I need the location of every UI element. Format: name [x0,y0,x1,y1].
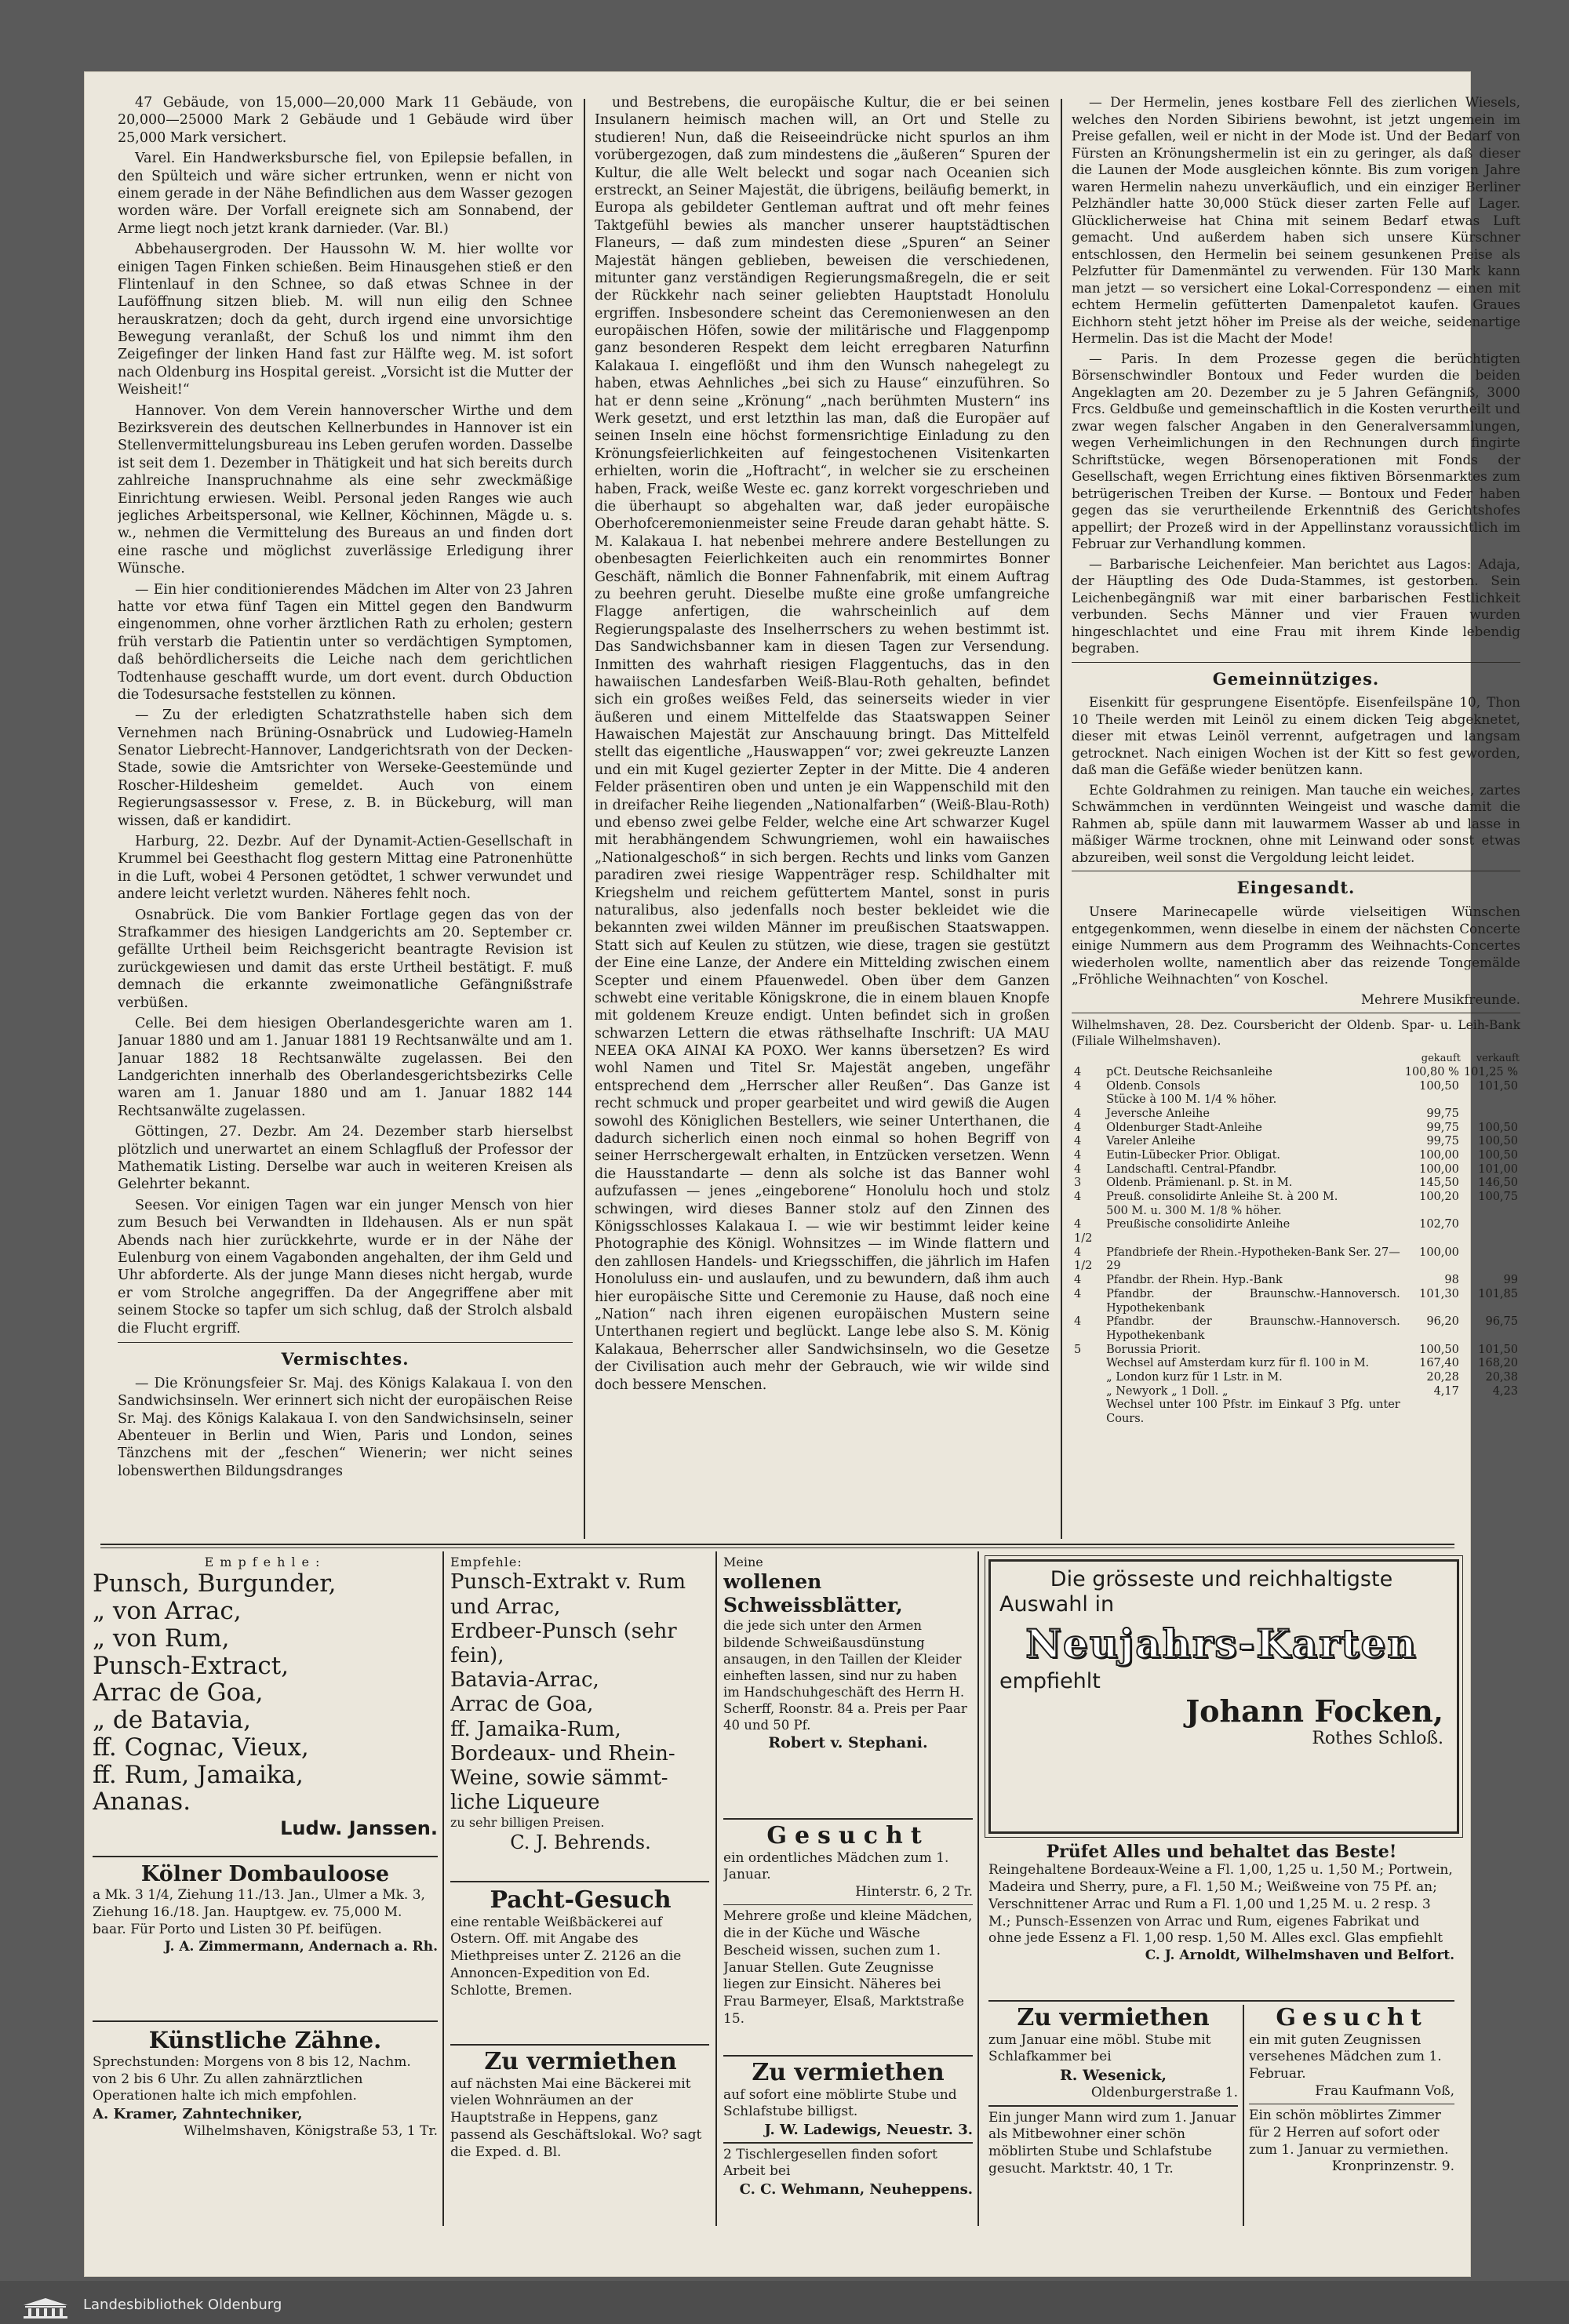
security-name: „ London kurz für 1 Lstr. in M. [1106,1370,1283,1384]
table-row [1072,1357,1520,1371]
bought-price [1403,1093,1462,1107]
security-name: Landschaftl. Central-Pfandbr. [1106,1162,1277,1176]
ad-line: Auswahl in [999,1592,1115,1617]
rate-percent: 4 [1074,1274,1082,1287]
bought-price: 4,17 [1433,1384,1459,1398]
ad-text: zum Januar eine möbl. Stube mit Schlafkammer bei [988,2031,1211,2065]
ad-divider [93,2020,438,2022]
article-paragraph: und Bestrebens, die europäische Kultur, die er bei seinen Insulanern heimisch machen will, an Ort und Stelle zu studieren! Nun, daß die Reiseeindrücke nicht spurlos an ihm vorübergezogen, daß zum mindestens die „äußeren“ Spuren der Kultur, die alle Welt beleckt und sogar nach Oceanien sich erstreckt, an Seiner Majestät, die übrigens, beiläufig bemerkt, in Europa als gebildeter Gentleman auftrat und oft mehr feines Taktgefühl bewies als mancher unserer hauptstädtischen Flaneurs, — daß zum mindesten diese „Spuren“ an Seiner Majestät hängen geblieben, beweisen die verschiedenen, mitunter ganz verständigen Regierungsmaßregeln, die er seit der Rückkehr nach seiner geliebten Hauptstadt Honolulu ergriffen. Insbesondere scheint das Ceremonienwesen an den europäischen Höfen, sowie der militärische und Flaggenpomp ganz besonderen Respekt dem leicht erregbaren Naturfinn Kalakaua I. eingeflößt und ihm den Wunsch nahegelegt zu haben, etwas Aehnliches „bei sich zu Hause“ einzuführen. So hat er denn seine „Krönung“ „nach berühmten Mustern“ ins Werk gesetzt, und erst letzthin las man, daß die Europäer auf seinen Inseln eine höchst formensrichtige Einladung zu den Krönungsfeierlichkeiten auf feingestochenen Visitenkarten erhielten, worin die „Hoftracht“, in welcher sie zu erscheinen haben, Frack, weiße Weste ec. ganz korrekt vorgeschrieben und die überhaupt so abgehalten war, daß jeder europäische Oberhofceremonienmeister seine Freude daran gehabt hätte. S. M. Kalakaua I. hat nebenbei mehrere andere Bestellungen zu obenbesagten Feierlichkeiten auch ein renommirtes Bonner Geschäft, nämlich die Bonner Fahnenfabrik, mit einem Auftrag zu beehren geruht. Dieselbe mußte eine große umfangreiche Flagge anfertigen, die wahrscheinlich auf dem Regierungspalaste des Inselherrschers zu wehen bestimmt ist. Das Sandwichsbanner kam in diesen Tagen zur Versendung. Inmitten des wahrhaft riesigen Flaggentuchs, das in den hawaiischen Landesfarben Weiß-Blau-Roth gehalten, befindet sich ein großes weißes Feld, das seinerseits wieder in vier äußeren und einem Mittelfelde das Staatswappen Seiner Hawaischen Majestät zur Anschauung bringt. Das Mittelfeld stellt das eigentliche „Hauswappen“ vor; zwei gekreuzte Lanzen und ein mit Kugel gezierter Zepter in der Mitte. Die 4 anderen Felder präsentiren oben und unten je ein Wappenschild mit den in dreifacher Reihe liegenden „Nationalfarben“ (Weiß-Blau-Roth) und ebenso zwei gelbe Felder, welche eine Art schwarzer Kugel mit herabhängendem Schwungriemen, wohl ein hawaiisches „Nationalgeschoß“ in sich bergen. Rechts und links vom Ganzen paradiren zwei riesige Wappenträger resp. Schildhalter mit Kriegshelm und reichem gefüttertem Mantel, sonst in puris naturalibus, also jedenfalls noch bester bekleidet wie die bekannten zwei wilden Männer im preußischen Staatswappen. Statt sich auf Keulen zu stützen, wie diese, tragen sie gestützt der Eine eine Lanze, der Andere ein Mittelding zwischen einem Scepter und einem Pfauenwedel. Oben über dem Ganzen schwebt eine veritable Königskrone, die in einem blauen Knopfe mit goldenem Kreuze endigt. Unten befindet sich in großen schwarzen Lettern die etwas räthselhafte Inschrift: UA MAU NEEA OKA AINAI KA POXO. Wer kanns übersetzen? Es wird wohl Namen und Titel Sr. Majestät angeben, ungefähr entsprechend dem „Herrscher aller Reußen“. Das Ganze ist recht schmuck und proper gearbeitet und wird gewiß die Augen sowohl des Königlichen Bestellers, wie seiner Unterthanen, die dadurch sicherlich einen noch einmal so hohen Begriff von seiner Herrschergewalt erhalten, in Entzücken versetzen. Wenn die Hausstandarte — denn als solche ist das Banner wohl aufzufassen — jenes „eingeborene“ Honolulu hoch und stolz schwingen, wird dieses Banner stolz auf den Zinnen des Königsschlosses Kalakaua I. — wie wir bestimmt leider keine Photographie des Königl. Wohnsitzes — im Winde flattern und den zahllosen Handels- und Kriegsschiffen, die jährlich im Hafen Honoluluss ein- und auslaufen, und zu bewundern, daß ihm auch hier europäische Sitte und Ceremonie zu Hause, daß noch eine „Nation“ nach ihren eigenen europäischen Mustern seine Unterthanen regiert und beglückt. Lange lebe also S. M. König Kalakaua, Beherrscher aller Sandwichsinseln, wo die Gesetze der Civilisation auch mehr der Gebrauch, wie wir wilde sind doch bessere Menschen. [595,95,1050,1393]
ad-signature: A. Kramer, Zahntechniker, [93,2106,303,2123]
ad-title: Prüfet Alles und behaltet das Beste! [1046,1842,1397,1862]
column-rule [584,99,585,1539]
recipe-paragraph: Echte Goldrahmen zu reinigen. Man tauche ein weiches, zartes Schwämmchen in verdünnten Weingeist und wasche damit die Rahmen ab, spüle dann mit lauwarmem Wasser ab und lasse in mäßiger Wärme trocknen, ohne mit Leinwand oder sonst etwas abzureiben, weil sonst die Vergoldung leicht leidet. [1072,781,1520,865]
rate-percent: 4 [1074,1148,1082,1162]
ad-product-line: ff. Cognac, Vieux, [93,1733,309,1762]
ad-address: Rothes Schloß. [1312,1728,1443,1748]
ads-column-rule [977,1551,979,2226]
table-row [1072,1107,1520,1122]
rate-percent: 4 1/2 [1074,1218,1093,1246]
ad-address: Wilhelmshaven, Königstraße 53, 1 Tr. [184,2123,438,2140]
sold-price: 101,00 [1478,1162,1518,1176]
article-paragraph: Abbehausergroden. Der Haussohn W. M. hier wollte vor einigen Tagen Finken schießen. Beim Hinausgehen stieß er den Flintenlauf in den Schnee, so daß etwas Schnee in der Lauföffnung sitzen blieb. M. will nun eilig den Schnee herauskratzen; doch da geht, durch irgend eine unvorsichtige Bewegung veranlaßt, der Schuß los und nimmt ihm den Zeigefinger der linken Hand fast zur Hälfte weg. M. ist sofort nach Oldenburg ins Hospital gereist. „Vorsicht ist die Mutter der Weisheit!“ [118,242,573,398]
ad-product-line: Bordeaux- und Rhein- [450,1741,675,1766]
table-row [1072,1385,1520,1399]
bought-price: 100,50 [1419,1343,1459,1356]
table-row [1072,1371,1520,1385]
ad-product-list [93,1570,438,1815]
newspaper-page [85,72,1520,2276]
article-paragraph: Osnabrück. Die vom Bankier Fortlage gegen das von der Strafkammer des hiesigen Landgerichts am 20. September cr. gefällte Urtheil beim Reichsgericht beantragte Revision ist zurückgewiesen und damit das erste Urtheil bestätigt. F. muß demnach die erkannte zweimonatliche Gefängnißstrafe verbüßen. [118,907,573,1011]
ad-title: Gesucht [766,1823,930,1849]
bought-price [1403,1205,1462,1219]
ad-dombauloose [93,1862,438,2019]
ad-product-line: ff. Jamaika-Rum, [450,1717,621,1741]
article-paragraph: — Zu der erledigten Schatzrathstelle haben sich dem Vernehmen nach Brüning-Osnabrück und Ludowieg-Hameln Senator Liebrecht-Hannover, Landgerichtsrath von der Decken-Stade, sowie die Amtsrichter von Werseke-Geestemünde und Roscher-Hildesheim gemeldet. Auch von einem Regierungsassessor v. Frese, z. B. in Bückeburg, will man wissen, daß er kandidirt. [118,707,573,829]
bought-price: 99,75 [1426,1121,1459,1134]
ads-top-rule [100,1544,1454,1545]
ads-column-rule [715,1551,717,2226]
ad-divider [988,2000,1454,2002]
rate-percent: 4 [1074,1107,1082,1120]
bought-price: 100,80 % [1404,1065,1459,1078]
rate-percent: 4 [1074,1287,1082,1300]
bought-price: 101,30 [1419,1287,1459,1300]
exchange-rates-heading: Wilhelmshaven, 28. Dez. Coursbericht der Oldenb. Spar- u. Leih-Bank (Filiale Wilhelmshaven). [1072,1018,1520,1048]
table-row [1072,1066,1520,1080]
ad-product-line: Ananas. [93,1788,191,1817]
security-name: Wechsel auf Amsterdam kurz für fl. 100 in M. [1106,1357,1370,1370]
ad-note: zu sehr billigen Preisen. [450,1815,605,1831]
sold-price: 101,50 [1478,1079,1518,1093]
table-row [1072,1093,1520,1107]
ad-divider [450,2044,709,2046]
ad-divider [723,2142,973,2144]
bought-price: 100,20 [1419,1191,1459,1204]
ad-title: Neujahrs-Karten [1025,1620,1418,1667]
security-name: „ Newyork „ 1 Doll. „ [1106,1384,1229,1398]
ad-arnoldt-weine [988,1842,1454,1998]
recipe-paragraph: Eisenkitt für gesprungene Eisentöpfe. Eisenfeilspäne 10, Thon 10 Theile werden mit Leinöl zu einem dicken Teig abgeknetet, dieser mit etwas Leinöl verrennt, aufgetragen und langsam getrocknet. Nach einigen Wochen ist der Kitt so fest geworden, daß man die Gefäße wieder benützen kann. [1072,694,1520,778]
article-paragraph: Göttingen, 27. Dezbr. Am 24. Dezember starb hierselbst plötzlich und unerwartet an einem Schlagfluß der Professor der Mathematik Listing. Derselbe war auch in weiteren Kreisen als Gelehrter bekannt. [118,1124,573,1193]
article-paragraph: Seesen. Vor einigen Tagen war ein junger Mensch von hier zum Besuch bei Verwandten in Ildehausen. Als er nun spät Abends nach hier zurückkehrte, wurde er in der Nähe der Eulenburg von einem Vagabonden angehalten, der ihm Geld und Uhr abforderte. Als der junge Mann dieses nicht hergab, wurde er vom Strolche angegriffen. Da der Angegriffene aber mit seinem Stocke so tapfer um sich schlug, daß der Strolch alsbald die Flucht ergriff. [118,1197,573,1337]
gemeinnuetziges-articles [1072,694,1520,866]
ad-text: die jede sich unter den Armen bildende Schweißausdünstung ansaugen, in den Taillen der Kleider einheften lassen, sind nur zu haben im Handschuhgeschäft des Herrn H. Scherff, Roonstr. 84 a. Preis per Paar 40 und 50 Pf. [723,1618,967,1733]
column-2 [595,94,1050,1537]
ad-product-line: ff. Rum, Jamaika, [93,1760,304,1789]
bought-price: 99,75 [1426,1135,1459,1148]
ad-text: eine rentable Weißbäckerei auf Ostern. Off. mit Angabe des Miethpreises unter Z. 2126 an die Annoncen-Expedition von Ed. Schlotte, Bremen. [450,1914,682,1998]
ad-text: auf sofort eine möblirte Stube und Schlafstube billigst. [723,2086,957,2120]
ad-product-line: Weine, sowie sämmt- [450,1766,668,1790]
ad-product-list [450,1570,711,1815]
section-divider [118,1342,573,1343]
rate-percent: 4 [1074,1135,1082,1148]
ad-zu-vermiethen-baeckerei [450,2049,711,2221]
ad-product-line: und Arrac, [450,1595,561,1619]
sold-price: 168,20 [1478,1357,1518,1370]
sold-price [1462,1218,1520,1246]
ad-schweissblaetter [723,1555,973,1806]
security-name: Pfandbr. der Braunschw.-Hannoversch. Hypothekenbank [1106,1315,1400,1342]
ad-title: Künstliche Zähne. [148,2027,382,2053]
article-paragraph: Hannover. Von dem Verein hannoverscher Wirthe und dem Bezirksverein des deutschen Kellnerbundes in Hannover ist ein Stellenvermittelungsbureau ins Leben gerufen worden. Dasselbe ist seit dem 1. Dezember in Thätigkeit und hat sich bereits durch zahlreiche Inanspruchnahme als eine sehr zweckmäßige Einrichtung erwiesen. Weibl. Personal jeden Ranges wie auch jegliches Arbeitspersonal, wie Kellner, Köchinnen, Mägde u. s. w., nehmen die Vermittelung des Bureaus an und finden dort eine rasche und möglichst zuverlässige Erledigung ihrer Wünsche. [118,402,573,577]
ads-column-rule [442,1551,444,2226]
ad-kramer-zaehne [93,2027,438,2207]
sold-price: 4,23 [1492,1384,1518,1398]
ad-title: Gesucht [1276,2005,1428,2031]
ad-text: a Mk. 3 1/4, Ziehung 11./13. Jan., Ulmer a Mk. 3, Ziehung 16./18. Jan. Hauptgew. ev. 75,000 M. baar. Für Porto und Listen 30 Pf. beifügen. [93,1887,425,1937]
ad-signature: R. Wesenick, [1059,2067,1167,2084]
rate-percent [1072,1357,1104,1371]
bought-price: 100,00 [1419,1246,1459,1259]
bought-price: 100,50 [1419,1079,1459,1093]
bought-price: 102,70 [1419,1218,1459,1231]
sold-price: 20,38 [1485,1370,1518,1384]
ad-product-line: Batavia-Arrac, [450,1668,599,1693]
article-paragraph: 47 Gebäude, von 15,000—20,000 Mark 11 Gebäude, von 20,000—25000 Mark 2 Gebäude und 1 Gebäude wird über 25,000 Mark versichert. [118,95,573,146]
ad-product-line: fein), [450,1644,504,1668]
security-name: pCt. Deutsche Reichsanleihe [1106,1065,1272,1078]
column-1-articles [118,94,573,1337]
ad-text: Mehrere große und kleine Mädchen, die in der Küche und Wäsche Bescheid wissen, suchen zum 1. Januar Stellen. Gute Zeugnisse liegen zur Einsicht. Näheres bei Frau Barmeyer, Elsaß, Marktstraße 15. [723,1908,973,2027]
sold-price: 100,50 [1478,1121,1518,1134]
security-name: Preuß. consolidirte Anleihe St. à 200 M. [1106,1191,1338,1204]
sold-price: 101,25 % [1463,1065,1518,1078]
sold-price [1462,1246,1520,1274]
ad-text: auf nächsten Mai eine Bäckerei mit vielen Wohnräumen an der Hauptstraße in Heppens, ganz passend als Geschäftslokal. Wo? sagt die Exped. d. Bl. [450,2075,702,2160]
table-row [1072,1205,1520,1219]
ad-product-line: Arrac de Goa, [93,1678,264,1708]
ad-signature: C. C. Wehmann, Neuheppens. [739,2181,973,2199]
security-name: Eutin-Lübecker Prior. Obligat. [1106,1148,1281,1162]
exchange-rates-table [1072,1052,1520,1427]
security-name: Oldenb. Prämienanl. p. St. in M. [1106,1177,1293,1190]
ad-divider [450,1881,709,1882]
rate-percent: 4 [1074,1162,1082,1176]
ad-behrends [450,1555,711,1876]
column-header-bought: gekauft [1421,1053,1461,1064]
ad-title: Zu vermiethen [752,2060,945,2086]
ad-line: empfiehlt [999,1668,1101,1693]
ad-janssen [93,1555,438,1853]
security-name: Wechsel unter 100 Pfstr. im Einkauf 3 Pfg. unter Cours. [1106,1398,1400,1426]
ad-product-line: Punsch-Extract, [93,1651,289,1680]
ad-signature: C. J. Arnoldt, Wilhelmshaven und Belfort. [1145,1948,1454,1964]
ad-divider [723,1904,973,1906]
ad-product-line: liche Liqueure [450,1791,600,1815]
security-name: Jeversche Anleihe [1106,1107,1210,1120]
table-row [1072,1122,1520,1136]
security-name: 500 M. u. 300 M. 1/8 % höher. [1106,1204,1282,1217]
library-building-icon [22,2297,69,2319]
article-paragraph: Celle. Bei dem hiesigen Oberlandesgerichte waren am 1. Januar 1880 und am 1. Januar 1881 19 Rechtsanwälte und am 1. Januar 1882 18 Rechtsanwälte zugelassen. Bei den Landgerichten innerhalb des Oberlandesgerichtsbezirks Celle waren am 1. Januar 1880 und am 1. Januar 1882 144 Rechtsanwälte zugelassen. [118,1015,573,1119]
section-title-gemeinnuetziges: Gemeinnütziges. [1212,668,1380,689]
ad-address: Oldenburgerstraße 1. [1090,2085,1238,2101]
table-row [1072,1149,1520,1163]
table-row [1072,1344,1520,1358]
sold-price [1462,1107,1520,1122]
rate-percent: 3 [1074,1177,1082,1190]
table-row [1072,1274,1520,1288]
table-row [1072,1398,1520,1426]
ad-title: Zu vermiethen [1017,2005,1210,2031]
sold-price: 146,50 [1478,1177,1518,1190]
table-row [1072,1246,1520,1274]
ad-line: Die grösseste und reichhaltigste [1050,1567,1393,1591]
table-row [1072,1163,1520,1177]
sold-price: 101,85 [1478,1287,1518,1300]
ad-title: Zu vermiethen [484,2049,677,2075]
ad-address: Hinterstr. 6, 2 Tr. [855,1884,973,1900]
library-name: Landesbibliothek Oldenburg [83,2297,282,2313]
article-paragraph: — Der Hermelin, jenes kostbare Fell des zierlichen Wiesels, welches den Norden Sibiriens bewohnt, ist jetzt ungemein im Preise gefallen, weil er nicht in der Mode ist. Und der Bedarf von Fürsten an Krönungshermelin ist ein zu geringer, als daß dieser die Launen der Mode ausgleichen könnte. Bis zum vorigen Jahre waren Hermelin nahezu unverkäuflich, und ein einziger Berliner Pelzhändler hatte 30,000 Stück dieser zarten Felle auf Lager. Glücklicherweise hat China mit seinem Bedarf etwas Luft gemacht. Und außerdem haben sich unsere Kürschner entschlossen, den Hermelin bei seinem gesunkenen Preise als Pelzfutter für Damenmäntel zu verwenden. Für 130 Mark kann man jetzt — so versichert eine Lokal-Correspondenz — einen mit echtem Hermelin gefütterten Damenpaletot kaufen. Graues Eichhorn steht jetzt höher im Preise als der weiche, seidenartige Hermelin. Das ist die Macht der Mode! [1072,94,1520,346]
ad-gesucht-vosz [1249,2005,1454,2232]
article-paragraph: — Die Krönungsfeier Sr. Maj. des Königs Kalakaua I. von den Sandwichsinseln. Wer erinnert sich nicht der europäischen Reise Sr. Maj. des Königs Kalakaua I. von den Sandwichsinseln, seiner Abenteuer in Berlin und Wien, Paris und London, seines Tänzchens mit der „feschen“ Wienerin; wer nicht seines lobenswerthen Bildungsdranges [118,1375,573,1479]
ad-title: Pacht-Gesuch [490,1887,672,1914]
rate-percent: 4 [1074,1065,1082,1078]
security-name: Preußische consolidirte Anleihe [1106,1218,1291,1231]
security-name: Borussia Priorit. [1106,1343,1201,1356]
security-name: Pfandbriefe der Rhein.-Hypotheken-Bank Ser. 27—29 [1106,1246,1400,1273]
ad-text: ein ordentliches Mädchen zum 1. Januar. [723,1849,949,1883]
ad-product-line: Erdbeer-Punsch (sehr [450,1619,677,1643]
table-row [1072,1191,1520,1205]
sold-price [1462,1205,1520,1219]
security-name: Pfandbr. der Braunschw.-Hannoversch. Hypothekenbank [1106,1287,1400,1315]
ad-signature: Frau Kaufmann Voß, [1315,2082,1454,2099]
ad-product-line: „ de Batavia, [93,1706,251,1735]
ad-text: Ein schön möblirtes Zimmer für 2 Herren auf sofort oder zum 1. Januar zu vermiethen. [1249,2108,1449,2158]
column-rule [1061,99,1062,1539]
ads-column-rule [1243,2005,1244,2226]
bought-price: 145,50 [1419,1177,1459,1190]
article-paragraph: — Paris. In dem Prozesse gegen die berüchtigten Börsenschwindler Bontoux und Feder wurden die beiden Angeklagten am 20. Dezember zu je 5 Jahren Gefängniß, 3000 Frcs. Geldbuße und gemeinschaftlich in die Kosten verurtheilt und zwar wegen falscher Angaben in den Generalversammlungen, wegen Verheimlichungen in den Rechnungen durch fingirte Schriftstücke, wegen Börsenoperationen mit Fonds der Gesellschaft, wegen Errichtung eines fiktiven Börsenmarktes zum betrügerischen Treiben der Kurse. — Bontoux und Feder haben gegen das sie verurtheilende Erkenntniß des Gerichtshofes appellirt; der Prozeß wird in der Appellinstanz voraussichtlich im Februar zur Verhandlung kommen. [1072,350,1520,551]
ad-title: wollenen Schweissblätter, [723,1570,903,1617]
table-row [1072,1288,1520,1315]
ad-name: Johann Focken, [1185,1693,1443,1729]
ad-product-line: Punsch, Burgunder, [93,1569,337,1598]
bought-price: 20,28 [1426,1370,1459,1384]
column-1 [118,94,573,1541]
ad-text: Reingehaltene Bordeaux-Weine a Fl. 1,00, 1,25 u. 1,50 M.; Portwein, Madeira und Sherry, pure, a Fl. 1,50 M.; Weißweine von 75 Pf. an; Verschnittener Arrac und Rum a Fl. 1,00 und 1,25 M. u. 2 resp. 3 M.; Punsch-Essenzen von Arrac und Rum, eigenes Fabrikat und ohne jede Essenz a Fl. 1,00 resp. 1,50 M. Alles excl. Glas empfiehlt [988,1862,1453,1947]
ad-product-line: „ von Arrac, [93,1597,242,1626]
ad-signature: Ludw. Janssen. [280,1817,438,1839]
sold-price: 100,75 [1478,1191,1518,1204]
sold-price: 100,50 [1478,1148,1518,1162]
table-header-row [1072,1052,1520,1066]
article-paragraph: — Ein hier conditionierendes Mädchen im Alter von 23 Jahren hatte vor etwa fünf Tagen ein Mittel gegen den Bandwurm eingenommen, ohne vorher ärztlichen Rath zu erholen; gestern früh verstarb die Patientin unter so verdächtigen Symptomen, daß behördlicherseits die Leiche nach dem gerichtlichen Todtenhause geschafft wurde, um dort event. durch Obduction die Todesursache feststellen zu können. [118,581,573,703]
article-paragraph: Varel. Ein Handwerksbursche fiel, von Epilepsie befallen, in den Spülteich und wäre sicher ertrunken, wenn er nicht von einem gerade in der Nähe Befindlichen aus dem Wasser gezogen worden wäre. Der Vorfall ereignete sich am Sonnabend, der Arme liegt noch jetzt krank darnieder. (Var. Bl.) [118,151,573,237]
ad-text: Sprechstunden: Morgens von 8 bis 12, Nachm. von 2 bis 6 Uhr. Zu allen zahnärztlichen Operationen halte ich mich empfohlen. [93,2053,411,2104]
table-row [1072,1080,1520,1094]
rate-percent: 4 1/2 [1074,1246,1093,1273]
ad-head: Empfehle: [450,1555,522,1569]
sold-price: 101,50 [1478,1343,1518,1356]
ad-gesucht-maedchen [723,1823,973,2050]
sold-price: 96,75 [1485,1315,1518,1329]
bought-price: 96,20 [1426,1315,1459,1329]
ad-signature: Robert v. Stephani. [768,1734,928,1752]
article-paragraph: — Barbarische Leichenfeier. Man berichtet aus Lagos: Adaja, der Häuptling des Ode Duda-Stammes, ist gestorben. Sein Leichenbegängniß war mit einer barbarischen Festlichkeit verbunden. Sechs Männer und vier Frauen wurden hingeschlachtet und eine Frau mit ihrem Kinde lebendig begraben. [1072,555,1520,656]
rate-percent [1072,1371,1104,1385]
sold-price: 99 [1503,1274,1518,1287]
ad-text: 2 Tischlergesellen finden sofort Arbeit bei [723,2146,937,2180]
security-name: Oldenb. Consols [1106,1079,1200,1093]
letter-signature: Mehrere Musikfreunde. [1360,991,1520,1007]
rate-percent: 4 [1074,1191,1082,1204]
ad-address: Kronprinzenstr. 9. [1331,2159,1454,2175]
ad-divider [988,2105,1238,2107]
ad-signature: J. W. Ladewigs, Neuestr. 3. [764,2122,973,2138]
ad-product-line: „ von Rum, [93,1624,230,1653]
security-name: Oldenburger Stadt-Anleihe [1106,1121,1262,1134]
ad-text: Ein junger Mann wird zum 1. Januar als Mitbewohner einer schön möblirten Stube und Schlafstube gesucht. Marktstr. 40, 1 Tr. [988,2109,1236,2177]
ad-text: ein mit guten Zeugnissen versehenes Mädchen zum 1. Februar. [1249,2031,1442,2082]
sold-price [1462,1093,1520,1107]
rate-percent [1072,1205,1104,1219]
security-name: Stücke à 100 M. 1/4 % höher. [1106,1093,1277,1107]
bought-price: 100,00 [1419,1148,1459,1162]
sold-price: 100,50 [1478,1135,1518,1148]
ad-divider [93,1856,438,1857]
sold-price [1462,1398,1520,1426]
rate-percent: 5 [1074,1343,1082,1356]
ad-signature: C. J. Behrends. [510,1831,651,1853]
ad-divider [723,1818,973,1820]
ad-product-line: Punsch-Extrakt v. Rum [450,1570,686,1595]
ad-title: Kölner Dombauloose [140,1862,390,1886]
ad-neujahrskarten [999,1567,1443,1823]
section-divider [1072,662,1520,663]
rate-percent [1072,1398,1104,1426]
ad-wesenick [988,2005,1238,2232]
ad-divider [723,2055,973,2057]
column-header-sold: verkauft [1476,1053,1520,1064]
bought-price: 100,00 [1419,1162,1459,1176]
letter-paragraph: Unsere Marinecapelle würde vielseitigen Wünschen entgegenkommen, wenn dieselbe in einem der nächsten Concerte einige Nummern aus dem Programm des Weihnachts-Concertes wiederholen wollte, namentlich aber das reizende Tongemälde „Fröhliche Weihnachten“ von Koschel. [1072,904,1520,987]
security-name: Vareler Anleihe [1106,1135,1196,1148]
section-title-eingesandt: Eingesandt. [1236,878,1356,898]
column-3 [1072,94,1520,1537]
article-paragraph: Harburg, 22. Dezbr. Auf der Dynamit-Actien-Gesellschaft in Krummel bei Geesthacht flog gestern Mittag eine Patronenhütte in die Luft, wobei 4 Personen getödtet, 1 schwer verwundet und andere leicht verletzt wurden. Näheres fehlt noch. [118,834,573,903]
rate-percent [1072,1385,1104,1399]
bought-price: 167,40 [1419,1357,1459,1370]
bought-price [1403,1398,1462,1426]
rate-percent [1072,1093,1104,1107]
ad-head: Empfehle: [204,1555,326,1569]
ad-zu-vermiethen-stube [723,2060,973,2228]
column-2-articles [595,94,1050,1394]
rate-percent: 4 [1074,1121,1082,1134]
column-3-articles [1072,94,1520,657]
table-row [1072,1315,1520,1343]
ad-head: Meine [723,1555,763,1569]
table-row [1072,1218,1520,1246]
ad-divider [1249,2104,1454,2105]
ad-pacht-gesuch [450,1887,711,2044]
bought-price: 99,75 [1426,1107,1459,1120]
ad-signature: J. A. Zimmermann, Andernach a. Rh. [164,1938,438,1955]
section-title-vermischtes: Vermischtes. [281,1348,410,1369]
table-row [1072,1177,1520,1191]
rate-percent: 4 [1074,1079,1082,1093]
ad-product-line: Arrac de Goa, [450,1693,594,1717]
rate-percent: 4 [1074,1315,1082,1329]
table-row [1072,1135,1520,1149]
security-name: Pfandbr. der Rhein. Hyp.-Bank [1106,1274,1283,1287]
bought-price: 98 [1444,1274,1459,1287]
